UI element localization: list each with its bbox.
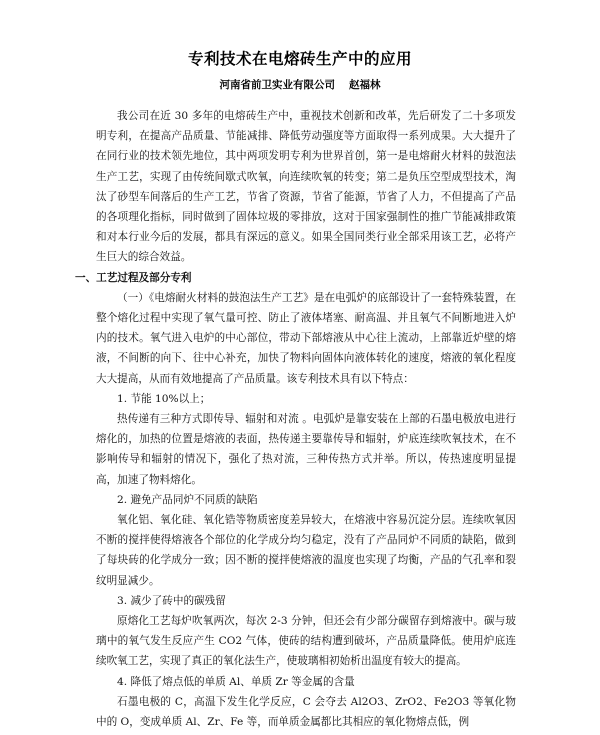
patent-paragraph: （一）《电熔耐火材料的鼓泡法生产工艺》是在电弧炉的底部设计了一套特殊装置，在整个熔化过程中实现了氧气量可控、防止了液体堵塞、耐高温、并且氧气不间断地进入炉内的技术。氧气进入电炉的中心部位，带动下部熔液从中心往上流动，上部靠近炉壁的熔液，不间断的向下、往中心补充，加快了物料向固体向液体转化的速度，熔液的氧化程度大大提高，从而有效地提高了产品质量。该专利技术具有以下特点：: [96, 291, 516, 385]
point-heading: 3. 减少了砖中的碳残留: [117, 594, 226, 607]
point-paragraph: 原熔化工艺每炉吹氧两次，每次 2-3 分钟，但还会有少部分碳留存到熔液中。碳与玻璃中的氧气发生反应产生 CO2 气体，使砖的结构遭到破坏，产品质量降低。使用炉底连续吹氧工艺，实现了真正的氧化法生产，使玻璃相初始析出温度有较大的提高。: [96, 615, 516, 668]
section-heading: 一、工艺过程及部分专利: [75, 271, 192, 284]
organization: 河南省前卫实业有限公司: [219, 79, 335, 91]
point-paragraph: 热传递有三种方式即传导、辐射和对流 。电弧炉是靠安装在上部的石墨电极放电进行熔化的，加热的位置是熔液的表面，热传递主要靠传导和辐射，炉底连续吹氧技术，在不影响传导和辐射的情况下，强化了热对流，三种传热方式并举。所以，传热速度明显提高，加速了物料熔化。: [96, 413, 516, 486]
byline: [0, 77, 600, 92]
intro-paragraph: 我公司在近 30 多年的电熔砖生产中，重视技术创新和改革，先后研发了二十多项发明专利，在提高产品质量、节能减排、降低劳动强度等方面取得一系列成果。大大提升了在同行业的技术领先地位，其中两项发明专利为世界首创，第一是电熔耐火材料的鼓泡法生产工艺，实现了由传统间歇式吹氧，向连续吹氧的转变；第二是负压空型成型技术，淘汰了砂型车间落后的生产工艺，节省了资源，节省了能源，节省了人力，不但提高了产品的各项理化指标，同时做到了固体垃圾的零排放，这对于国家强制性的推广节能减排政策和对本行业今后的发展，都具有深远的意义。如果全国同类行业全部采用该工艺，必将产生巨大的综合效益。: [96, 110, 516, 264]
point-heading: 1. 节能 10%以上；: [117, 392, 211, 405]
document-body: [75, 106, 516, 732]
point-paragraph: 氧化铝、氧化硅、氧化锆等物质密度差异较大，在熔液中容易沉淀分层。连续吹氧因不断的搅拌使得熔液各个部位的化学成分均匀稳定，没有了产品同炉不同质的缺陷，做到了每块砖的化学成分一致；因不断的搅拌使熔液的温度也实现了均衡，产品的气孔率和裂纹明显减少。: [96, 514, 516, 587]
author: 赵福林: [349, 79, 381, 91]
point-heading: 2. 避免产品同炉不同质的缺陷: [117, 493, 258, 506]
point-paragraph: 石墨电极的 C，高温下发生化学反应，C 会夺去 Al2O3、ZrO2、Fe2O3 等氧化物中的 O，变成单质 Al、Zr、Fe 等，而单质金属都比其相应的氧化物熔点低，例: [96, 695, 516, 729]
document-title: 专利技术在电熔砖生产中的应用: [187, 50, 412, 68]
point-heading: 4. 降低了熔点低的单质 Al、单质 Zr 等金属的含量: [117, 675, 355, 688]
